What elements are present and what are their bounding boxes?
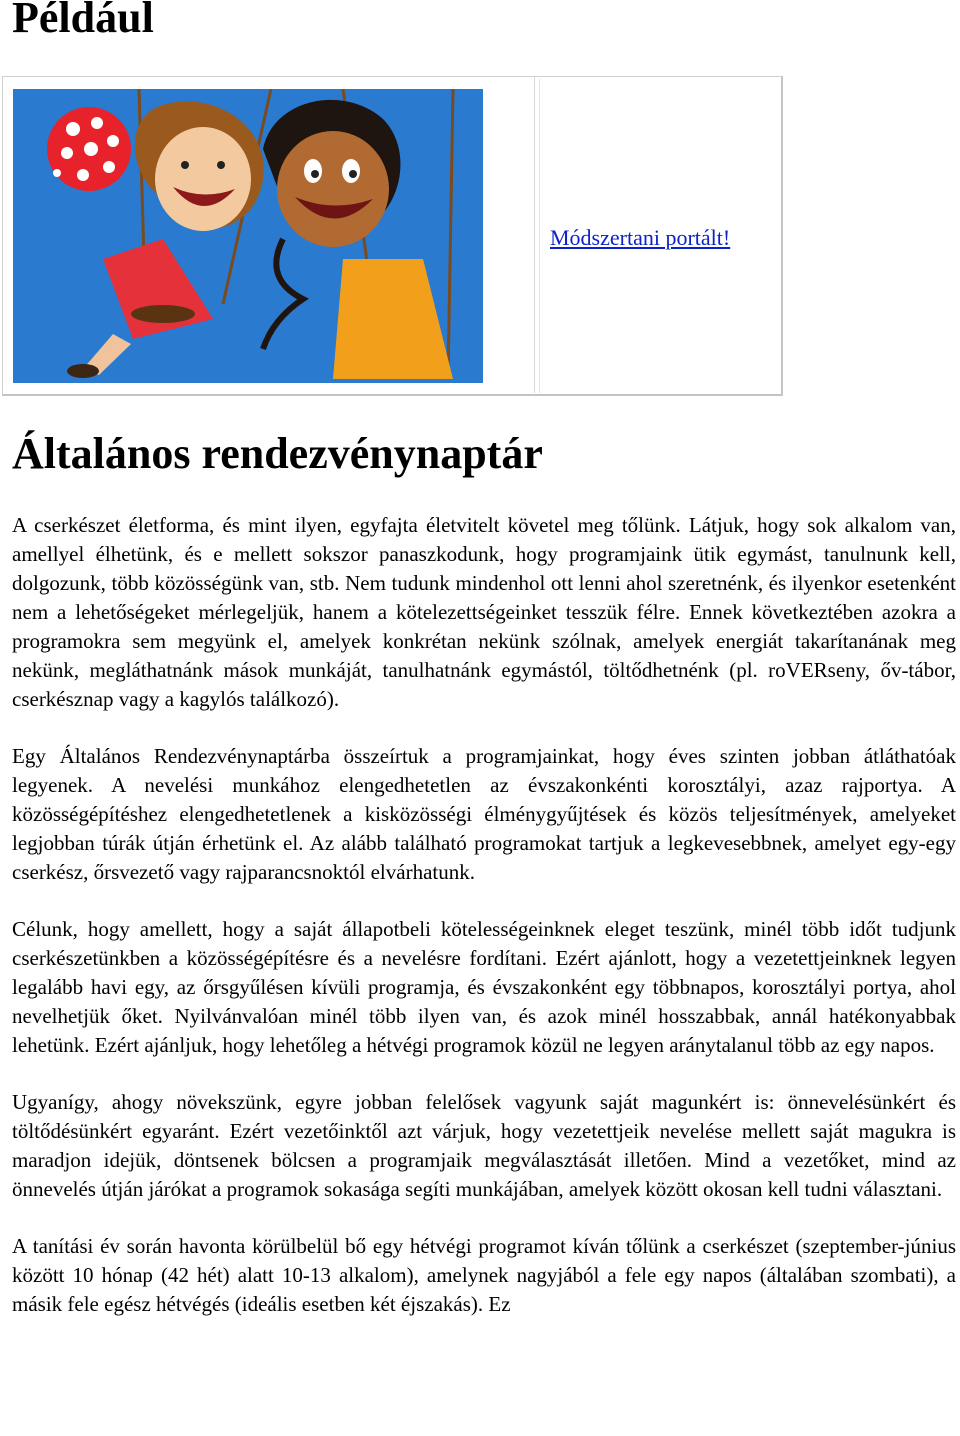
page-title: Például (12, 0, 154, 42)
main-heading: Általános rendezvénynaptár (12, 429, 543, 478)
banner-image-cell (3, 77, 535, 393)
girl-orange-dress (263, 100, 453, 379)
paragraph-3: Célunk, hogy amellett, hogy a saját állapotbeli kötelességeinknek eleget teszünk, minél több időt tudjunk cserkészetünkben a közösségépítésre és a nevelésre fordítani. Ezért ajánlott, hogy a vezetettjeinknek legyen legalább havi egy, az őrsgyűlésen kívüli programja, és évszakonként egy többnapos, korosztályi portya, ahol nevelhetjük őket. Nyilvánvalóan minél több ilyen van, és azok minél hosszabbak, annál hatékonyabbak lehetünk. Ezért ajánljuk, hogy lehetőleg a hétvégi programok közül ne legyen aránytalanul több az egy napos. (12, 917, 956, 1057)
paragraph-4: Ugyanígy, ahogy növekszünk, egyre jobban felelősek vagyunk saját magunkért is: önnevelésünkért és töltődésünkért egyaránt. Ezért vezetőinktől azt várjuk, hogy vezetettjeik nevelése mellett saját magukra is maradjon idejük, döntsenek bölcsen a programjaik megválasztását illetően. Mind a vezetőket, mind az önnevelés útján járókat a programok sokasága segíti munkájában, amelyek között okosan kell tudni választani. (12, 1090, 956, 1201)
swing-illustration-svg (13, 89, 483, 383)
portal-link-cell (539, 79, 782, 393)
paragraph-2: Egy Általános Rendezvénynaptárba összeírtuk a programjainkat, hogy éves szinten jobban átláthatóak legyenek. A nevelési munkához elengedhetetlen az évszakonkénti korosztályi, azaz rajportya. A közösségépítéshez elengedhetetlenek a kisközösségi élménygyűjtések és közös teljesítmények, amelyeket legjobban túrák útján érhetünk el. Az alább található programokat tartjuk a legkevesebbnek, amelyet egy-egy cserkész, őrsvezető vagy rajparancsnoktól elvárhatunk. (12, 744, 956, 884)
banner-table (2, 76, 783, 396)
polka-dot-ball (47, 107, 131, 191)
paragraph-5: A tanítási év során havonta körülbelül bő egy hétvégi programot kíván tőlünk a cserkészet (szeptember-június között 10 hónap (42 hét) alatt 10-13 alkalom), amelynek nagyjából a fele egy napos (általában szombati), a másik fele egész hétvégés (ideális esetben két éjszakás). Ez (12, 1234, 956, 1316)
children-swinging-illustration (13, 89, 483, 383)
methodology-portal-link[interactable]: Módszertani portált! (550, 225, 731, 250)
paragraph-1: A cserkészet életforma, és mint ilyen, egyfajta életvitelt követel meg tőlünk. Látjuk, hogy sok alkalom van, amellyel élhetünk, és e mellett sokszor panaszkodunk, hogy programjaink ütik egymást, tanulnunk kell, dolgozunk, több közösségünk van, stb. Nem tudunk mindenhol ott lenni ahol szeretnénk, és ilyenkor esetenként nem a lehetőségeket mérlegeljük, hanem a kötelezettségeinket tesszük félre. Ennek következtében azokra a programokra sem megyünk el, amelyek konkrétan nekünk szólnak, amelyek energiát takarítanának meg nekünk, megláthatnánk mások munkáját, tanulhatnánk egymástól, töltődhetnénk (pl. roVERseny, őv-tábor, cserkésznap vagy a kagylós találkozó). (12, 513, 956, 711)
article-body (12, 511, 956, 1347)
